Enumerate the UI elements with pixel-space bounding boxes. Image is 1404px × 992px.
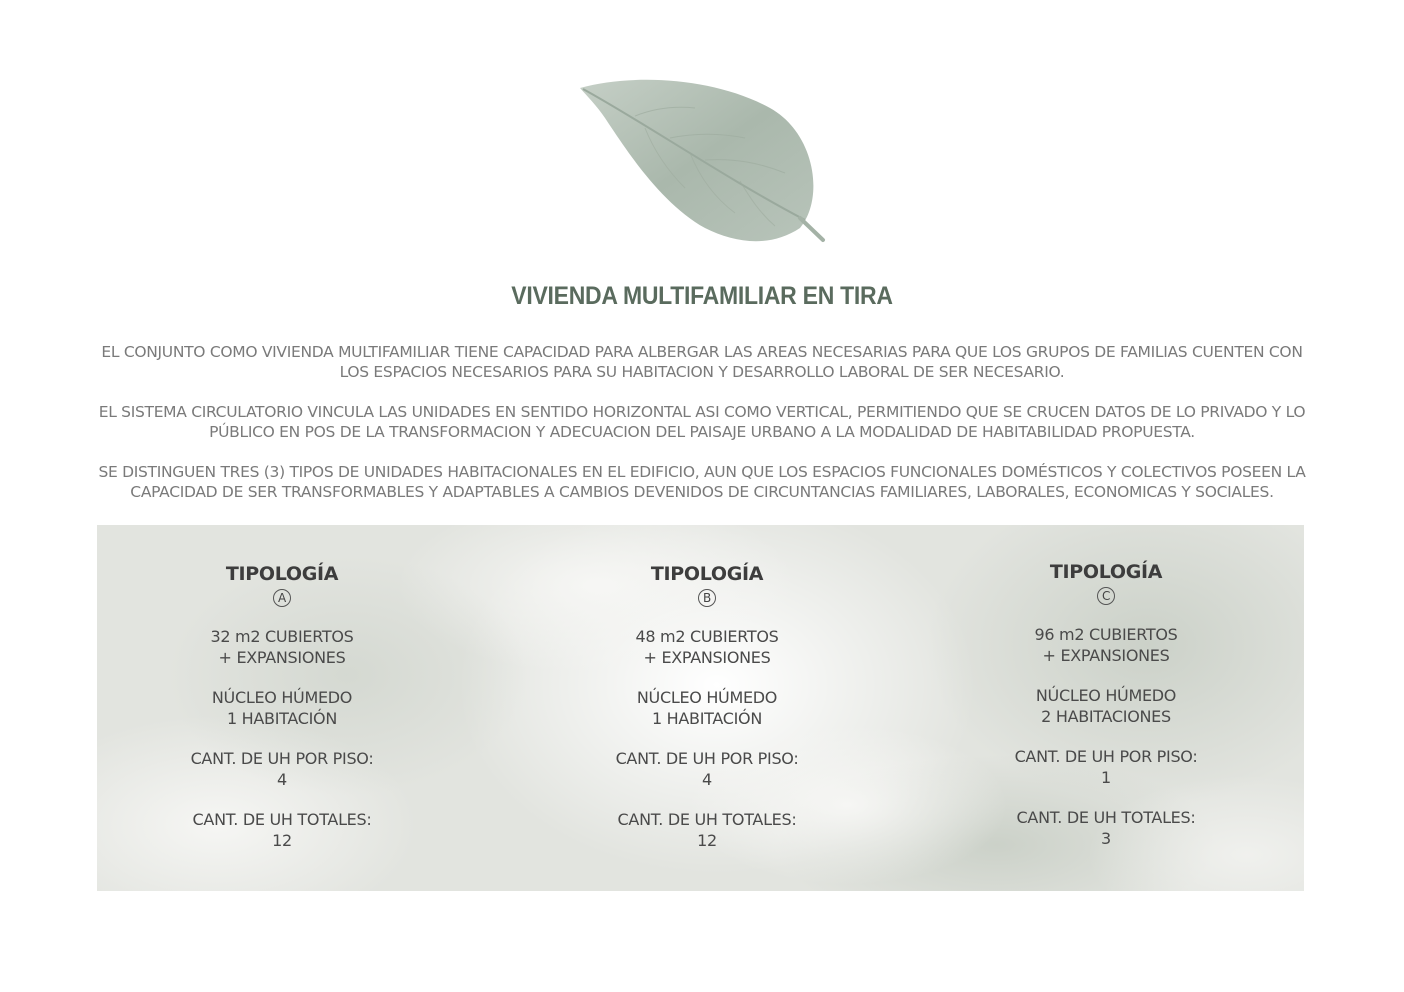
paragraph-line: PÚBLICO EN POS DE LA TRANSFORMACION Y ADECUACION DEL PAISAJE URBANO A LA MODALIDAD DE HABITABILIDAD PROPUESTA.	[209, 423, 1195, 441]
typology-card-a	[97, 562, 482, 851]
leaf-icon	[575, 78, 835, 248]
typology-expansions: + EXPANSIONES	[218, 648, 346, 667]
paragraph-intro	[90, 342, 1314, 382]
typology-rooms: 1 HABITACIÓN	[227, 709, 337, 728]
typology-core: NÚCLEO HÚMEDO	[211, 688, 353, 707]
typology-expansions: + EXPANSIONES	[643, 648, 771, 667]
typology-per-floor-label: CANT. DE UH POR PISO:	[615, 749, 799, 768]
typology-core: NÚCLEO HÚMEDO	[636, 688, 778, 707]
paragraph-line: CAPACIDAD DE SER TRANSFORMABLES Y ADAPTABLES A CAMBIOS DEVENIDOS DE CIRCUNTANCIAS FAMILIARES, LABORALES, ECONOMICAS Y SOCIALES.	[130, 483, 1274, 501]
typology-letter-badge: B	[698, 589, 716, 607]
paragraph-unit-types	[90, 462, 1314, 502]
typology-rooms: 1 HABITACIÓN	[652, 709, 762, 728]
paragraph-circulation	[90, 402, 1314, 442]
typology-total-label: CANT. DE UH TOTALES:	[192, 810, 372, 829]
typology-heading: TIPOLOGÍA	[1049, 561, 1163, 583]
paragraph-line: EL SISTEMA CIRCULATORIO VINCULA LAS UNIDADES EN SENTIDO HORIZONTAL ASI COMO VERTICAL, PERMITIENDO QUE SE CRUCEN DATOS DE LO PRIVADO Y LO	[98, 403, 1306, 421]
typology-expansions: + EXPANSIONES	[1042, 646, 1170, 665]
typology-total-value: 12	[697, 831, 717, 850]
typology-letter-badge: C	[1097, 587, 1115, 605]
paragraph-line: SE DISTINGUEN TRES (3) TIPOS DE UNIDADES HABITACIONALES EN EL EDIFICIO, AUN QUE LOS ESPACIOS FUNCIONALES DOMÉSTICOS Y COLECTIVOS POSEEN LA	[98, 463, 1306, 481]
typology-per-floor-value: 1	[1101, 768, 1111, 787]
typology-total-value: 3	[1101, 829, 1111, 848]
typology-total-label: CANT. DE UH TOTALES:	[1016, 808, 1196, 827]
typology-per-floor-value: 4	[277, 770, 287, 789]
typology-area: 32 m2 CUBIERTOS	[210, 627, 354, 646]
page-title: VIVIENDA MULTIFAMILIAR EN TIRA	[511, 282, 893, 310]
typology-per-floor-label: CANT. DE UH POR PISO:	[190, 749, 374, 768]
typology-area: 48 m2 CUBIERTOS	[635, 627, 779, 646]
typology-heading: TIPOLOGÍA	[225, 563, 339, 585]
typology-core: NÚCLEO HÚMEDO	[1035, 686, 1177, 705]
typology-total-label: CANT. DE UH TOTALES:	[617, 810, 797, 829]
typology-per-floor-label: CANT. DE UH POR PISO:	[1014, 747, 1198, 766]
typology-per-floor-value: 4	[702, 770, 712, 789]
typology-panel	[97, 525, 1304, 891]
paragraph-line: LOS ESPACIOS NECESARIOS PARA SU HABITACION Y DESARROLLO LABORAL DE SER NECESARIO.	[339, 363, 1065, 381]
typology-total-value: 12	[272, 831, 292, 850]
typology-letter-badge: A	[273, 589, 291, 607]
typology-rooms: 2 HABITACIONES	[1041, 707, 1171, 726]
typology-card-b	[507, 562, 907, 851]
typology-area: 96 m2 CUBIERTOS	[1034, 625, 1178, 644]
typology-card-c	[906, 560, 1304, 849]
paragraph-line: EL CONJUNTO COMO VIVIENDA MULTIFAMILIAR TIENE CAPACIDAD PARA ALBERGAR LAS AREAS NECESARIAS PARA QUE LOS GRUPOS DE FAMILIAS CUENTEN CON	[101, 343, 1303, 361]
typology-heading: TIPOLOGÍA	[650, 563, 764, 585]
